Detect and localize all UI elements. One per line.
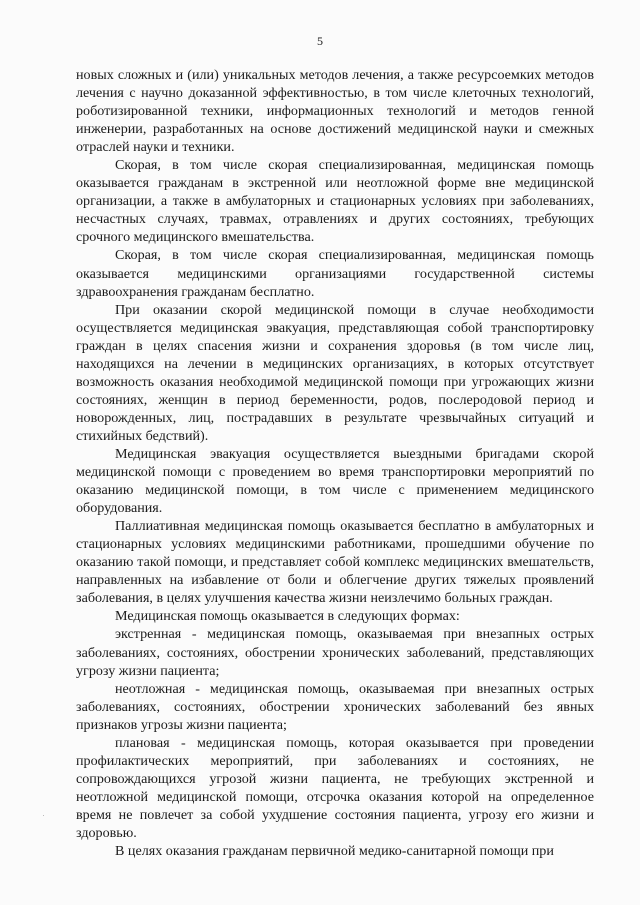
page-number: 5 — [317, 34, 323, 48]
body-text — [76, 66, 594, 860]
paragraph-11: В целях оказания гражданам первичной медико-санитарной помощи при — [115, 843, 554, 860]
paragraph-4: При оказании скорой медицинской помощи в случае необходимости осуществляется медицинская эвакуация, представляющая собой транспортировку граждан в целях спасения жизни и сохранения здоровья (в том числе лиц, находящихся на лечении в медицинских организациях, в которых отсутствует возможность оказания необходимой медицинской помощи при угрожающих жизни состояниях, женщин в период беременности, родов, послеродовой период и новорожденных, лиц, пострадавших в результате чрезвычайных ситуаций и стихийных бедствий). — [76, 301, 594, 444]
paragraph-6: Паллиативная медицинская помощь оказывается бесплатно в амбулаторных и стационарных условиях медицинскими работниками, прошедшими обучение по оказанию такой помощи, и представляет собой комплекс медицинских вмешательств, направленных на избавление от боли и облегчение других тяжелых проявлений заболевания, в целях улучшения качества жизни неизлечимо больных граждан. — [76, 518, 594, 607]
scan-speck — [43, 815, 44, 816]
paragraph-9: неотложная - медицинская помощь, оказываемая при внезапных острых заболеваниях, состояниях, обострении хронических заболеваний без явных признаков угрозы жизни пациента; — [76, 680, 594, 733]
paragraph-5: Медицинская эвакуация осуществляется выездными бригадами скорой медицинской помощи с проведением во время транспортировки мероприятий по оказанию медицинской помощи, в том числе с применением медицинского оборудования. — [76, 445, 594, 517]
paragraph-7: Медицинская помощь оказывается в следующих формах: — [115, 608, 460, 625]
paragraph-3: Скорая, в том числе скорая специализированная, медицинская помощь оказывается медицинскими организациями государственной системы здравоохранения гражданам бесплатно. — [76, 247, 594, 300]
paragraph-10: плановая - медицинская помощь, которая оказывается при проведении профилактических мероприятий, при заболеваниях и состояниях, не сопровождающихся угрозой жизни пациента, не требующих экстренной и неотложной медицинской помощи, отсрочка оказания которой на определенное время не повлечет за собой ухудшение состояния пациента, угрозу его жизни и здоровью. — [76, 734, 594, 841]
paragraph-2: Скорая, в том числе скорая специализированная, медицинская помощь оказывается гражданам в экстренной или неотложной форме вне медицинской организации, а также в амбулаторных и стационарных условиях при заболеваниях, несчастных случаях, травмах, отравлениях и других состояниях, требующих срочного медицинского вмешательства. — [76, 157, 594, 246]
paragraph-1: новых сложных и (или) уникальных методов лечения, а также ресурсоемких методов лечения с научно доказанной эффективностью, в том числе клеточных технологий, роботизированной техники, информационных технологий и методов генной инженерии, разработанных на основе достижений медицинской науки и смежных отраслей науки и техники. — [76, 67, 594, 156]
paragraph-8: экстренная - медицинская помощь, оказываемая при внезапных острых заболеваниях, состояниях, обострении хронических заболеваний, представляющих угрозу жизни пациента; — [76, 626, 594, 679]
